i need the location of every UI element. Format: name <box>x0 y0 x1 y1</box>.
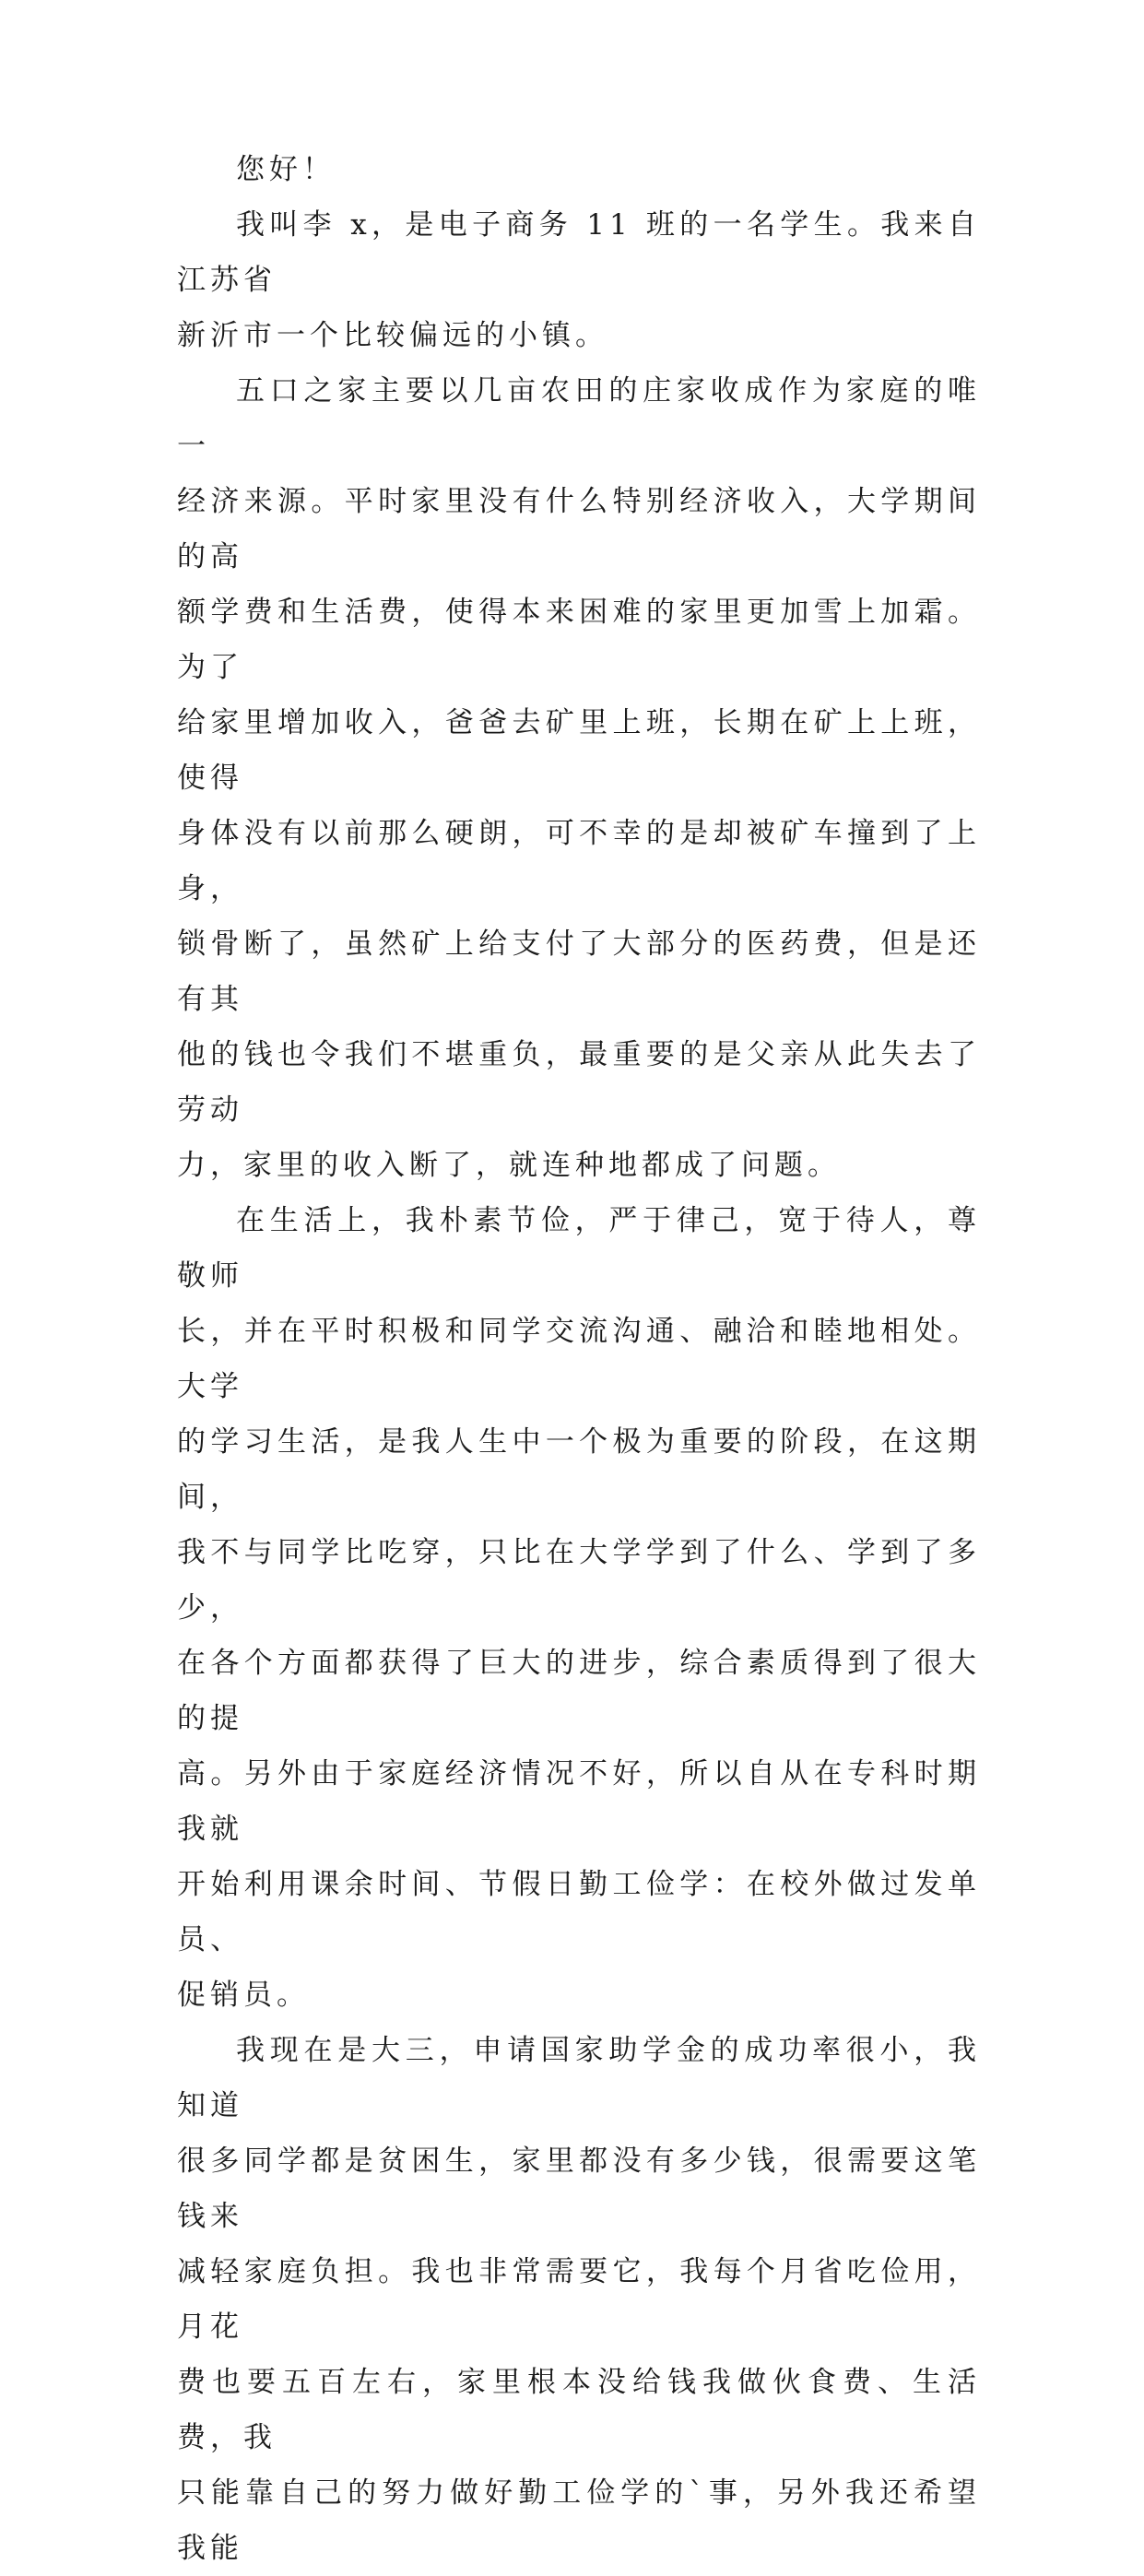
paragraph-personal-conduct: 在生活上，我朴素节俭，严于律己，宽于待人，尊敬师 长，并在平时积极和同学交流沟通、融洽和睦地相处。大学 的学习生活，是我人生中一个极为重要的阶段，在这期间， 我不与同学比吃穿，只比在大学学到了什么、学到了多少， 在各个方面都获得了巨大的进步，综合素质得到了很大的提 高。另外由于家庭经济情况不好，所以自从在专科时期我就 开始利用课余时间、节假日勤工俭学：在校外做过发单员、 促销员。 <box>177 1204 981 2012</box>
paragraph-family-situation: 五口之家主要以几亩农田的庄家收成作为家庭的唯一 经济来源。平时家里没有什么特别经济收入，大学期间的高 额学费和生活费，使得本来困难的家里更加雪上加霜。为了 给家里增加收入，爸爸去矿里上班，长期在矿上上班，使得 身体没有以前那么硬朗，可不幸的是却被矿车撞到了上身， 锁骨断了，虽然矿上给支付了大部分的医药费，但是还有其 他的钱也令我们不堪重负，最重要的是父亲从此失去了劳动 力，家里的收入断了，就连种地都成了问题。 <box>177 374 981 1182</box>
paragraph-application-reason: 我现在是大三，申请国家助学金的成功率很小，我知道 很多同学都是贫困生，家里都没有多少钱，很需要这笔钱来 减轻家庭负担。我也非常需要它，我每个月省吃俭用，月花 费也要五百左右，家里根本没给钱我做伙食费、生活费，我 只能靠自己的努力做好勤工俭学的`事，另外我还希望我能 <box>177 2034 981 2565</box>
greeting: 您好！ <box>236 153 336 186</box>
paragraph-introduction: 我叫李 x，是电子商务 11 班的一名学生。我来自江苏省 新沂市一个比较偏远的小镇。 <box>177 208 981 352</box>
letter-body <box>177 142 981 2576</box>
